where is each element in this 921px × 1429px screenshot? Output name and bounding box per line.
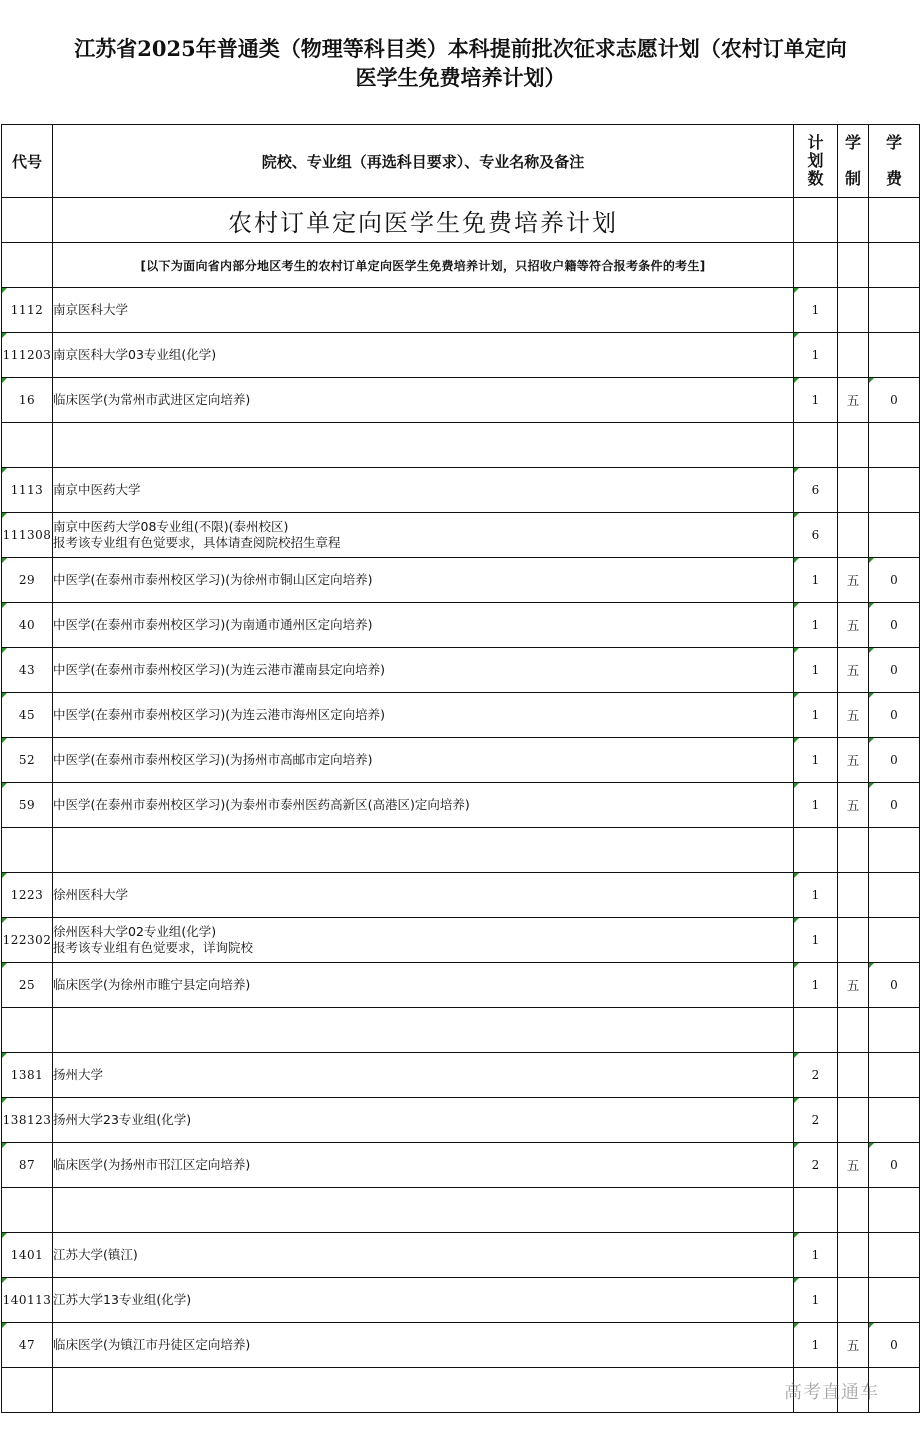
cell-code: 140113 (2, 1278, 53, 1323)
cell-code (2, 423, 53, 468)
title-line-2: 医学生免费培养计划） (355, 65, 566, 90)
cell-plan-count: 6 (794, 468, 838, 513)
notice-text: [以下为面向省内部分地区考生的农村订单定向医学生免费培养计划，只招收户籍等符合报考条件的考生] (53, 243, 794, 288)
cell-plan-count (794, 1188, 838, 1233)
header-years-chars: 学 制 (845, 133, 862, 188)
cell-code: 59 (2, 783, 53, 828)
cell-study-years (838, 513, 869, 558)
admission-plan-table (1, 124, 920, 1413)
cell-tuition-fee: 0 (869, 378, 920, 423)
header-fee-chars: 学 费 (886, 133, 903, 188)
program-name: 临床医学(为常州市武进区定向培养) (53, 392, 251, 407)
cell-tuition-fee (869, 1368, 920, 1413)
cell-tuition-fee: 0 (869, 558, 920, 603)
section-heading: 农村订单定向医学生免费培养计划 (53, 198, 794, 243)
table-row (2, 873, 920, 918)
cell-name (53, 1233, 794, 1278)
cell-plan-count: 1 (794, 603, 838, 648)
program-name: 南京中医药大学 (53, 482, 141, 497)
cell-name (53, 1098, 794, 1143)
cell-plan-count: 2 (794, 1098, 838, 1143)
cell-code: 16 (2, 378, 53, 423)
cell-name (53, 378, 794, 423)
cell-tuition-fee (869, 288, 920, 333)
cell-plan-count: 1 (794, 1278, 838, 1323)
cell-code: 43 (2, 648, 53, 693)
cell-study-years: 五 (838, 558, 869, 603)
cell-tuition-fee (869, 513, 920, 558)
cell-plan-count: 6 (794, 513, 838, 558)
program-name: 中医学(在泰州市泰州校区学习)(为南通市通州区定向培养) (53, 617, 373, 632)
program-note: 报考该专业组有色觉要求，具体请查阅院校招生章程 (53, 535, 341, 550)
cell-tuition-fee: 0 (869, 693, 920, 738)
cell-name (53, 828, 794, 873)
cell-name (53, 648, 794, 693)
cell-study-years (838, 1278, 869, 1323)
cell-plan-count: 1 (794, 738, 838, 783)
table-row (2, 1323, 920, 1368)
table-row (2, 828, 920, 873)
table-row (2, 468, 920, 513)
program-name: 南京医科大学03专业组(化学) (53, 347, 217, 362)
cell-code: 1381 (2, 1053, 53, 1098)
cell-study-years (838, 1368, 869, 1413)
cell-code (2, 1368, 53, 1413)
table-row (2, 333, 920, 378)
cell-study-years (838, 288, 869, 333)
cell-tuition-fee: 0 (869, 783, 920, 828)
cell-code: 111308 (2, 513, 53, 558)
cell-plan-count: 1 (794, 873, 838, 918)
cell-study-years (838, 1098, 869, 1143)
cell-name (53, 603, 794, 648)
cell-code: 29 (2, 558, 53, 603)
empty-cell (838, 198, 869, 243)
cell-plan-count: 1 (794, 648, 838, 693)
cell-name (53, 1053, 794, 1098)
cell-code: 1223 (2, 873, 53, 918)
table-row (2, 1098, 920, 1143)
program-name: 徐州医科大学02专业组(化学) (53, 924, 217, 939)
cell-name (53, 333, 794, 378)
table-row (2, 423, 920, 468)
cell-name (53, 783, 794, 828)
program-name: 江苏大学13专业组(化学) (53, 1292, 192, 1307)
cell-study-years: 五 (838, 648, 869, 693)
cell-tuition-fee: 0 (869, 1143, 920, 1188)
cell-plan-count: 1 (794, 783, 838, 828)
cell-name (53, 288, 794, 333)
header-plan-count (794, 125, 838, 198)
cell-tuition-fee (869, 1188, 920, 1233)
table-row (2, 1278, 920, 1323)
empty-cell (869, 243, 920, 288)
cell-tuition-fee (869, 1008, 920, 1053)
cell-code: 1401 (2, 1233, 53, 1278)
program-note: 报考该专业组有色觉要求，详询院校 (53, 940, 254, 955)
cell-plan-count: 2 (794, 1053, 838, 1098)
table-row (2, 288, 920, 333)
table-row (2, 738, 920, 783)
cell-plan-count: 2 (794, 1143, 838, 1188)
table-row (2, 918, 920, 963)
cell-plan-count (794, 1008, 838, 1053)
table-header-row (2, 125, 920, 198)
table-row (2, 1053, 920, 1098)
table-row (2, 603, 920, 648)
program-name: 临床医学(为镇江市丹徒区定向培养) (53, 1337, 251, 1352)
cell-study-years (838, 468, 869, 513)
program-name: 中医学(在泰州市泰州校区学习)(为徐州市铜山区定向培养) (53, 572, 373, 587)
empty-cell (838, 243, 869, 288)
cell-tuition-fee (869, 828, 920, 873)
cell-name (53, 1278, 794, 1323)
cell-name (53, 468, 794, 513)
cell-study-years: 五 (838, 783, 869, 828)
table-row (2, 1008, 920, 1053)
cell-tuition-fee: 0 (869, 738, 920, 783)
cell-plan-count (794, 423, 838, 468)
table-row (2, 693, 920, 738)
program-name: 江苏大学(镇江) (53, 1247, 138, 1262)
cell-plan-count: 1 (794, 558, 838, 603)
cell-study-years (838, 423, 869, 468)
cell-code (2, 1188, 53, 1233)
cell-name (53, 1008, 794, 1053)
table-row (2, 1368, 920, 1413)
table-row (2, 1143, 920, 1188)
program-name: 徐州医科大学 (53, 887, 129, 902)
cell-code: 87 (2, 1143, 53, 1188)
notice-row (2, 243, 920, 288)
program-name: 中医学(在泰州市泰州校区学习)(为扬州市高邮市定向培养) (53, 752, 373, 767)
cell-plan-count (794, 828, 838, 873)
cell-study-years: 五 (838, 1143, 869, 1188)
program-name: 扬州大学23专业组(化学) (53, 1112, 192, 1127)
program-name: 南京医科大学 (53, 302, 129, 317)
cell-plan-count: 1 (794, 918, 838, 963)
cell-plan-count: 1 (794, 963, 838, 1008)
program-name: 临床医学(为扬州市邗江区定向培养) (53, 1157, 251, 1172)
cell-study-years (838, 1188, 869, 1233)
cell-plan-count: 1 (794, 693, 838, 738)
cell-name (53, 963, 794, 1008)
cell-code: 122302 (2, 918, 53, 963)
cell-study-years: 五 (838, 693, 869, 738)
cell-code (2, 828, 53, 873)
table-row (2, 783, 920, 828)
cell-code: 1113 (2, 468, 53, 513)
table-row (2, 1233, 920, 1278)
cell-study-years: 五 (838, 963, 869, 1008)
cell-plan-count: 1 (794, 1323, 838, 1368)
cell-code: 111203 (2, 333, 53, 378)
cell-name (53, 918, 794, 963)
cell-study-years (838, 1053, 869, 1098)
program-name: 扬州大学 (53, 1067, 104, 1082)
cell-tuition-fee (869, 423, 920, 468)
table-row (2, 513, 920, 558)
cell-tuition-fee: 0 (869, 648, 920, 693)
cell-name (53, 873, 794, 918)
cell-code: 40 (2, 603, 53, 648)
cell-name (53, 1323, 794, 1368)
cell-tuition-fee (869, 1233, 920, 1278)
header-study-years (838, 125, 869, 198)
cell-name (53, 1368, 794, 1413)
cell-plan-count: 1 (794, 333, 838, 378)
cell-study-years: 五 (838, 738, 869, 783)
cell-tuition-fee: 0 (869, 1323, 920, 1368)
table-row (2, 648, 920, 693)
cell-name (53, 738, 794, 783)
cell-tuition-fee (869, 1278, 920, 1323)
cell-code: 47 (2, 1323, 53, 1368)
header-tuition-fee (869, 125, 920, 198)
document-title (0, 34, 921, 92)
program-name: 中医学(在泰州市泰州校区学习)(为泰州市泰州医药高新区(高港区)定向培养) (53, 797, 470, 812)
table-row (2, 558, 920, 603)
empty-cell (869, 198, 920, 243)
table-row (2, 378, 920, 423)
cell-code: 25 (2, 963, 53, 1008)
cell-study-years: 五 (838, 378, 869, 423)
empty-cell (2, 243, 53, 288)
section-heading-row (2, 198, 920, 243)
program-name: 中医学(在泰州市泰州校区学习)(为连云港市海州区定向培养) (53, 707, 386, 722)
program-name: 临床医学(为徐州市睢宁县定向培养) (53, 977, 251, 992)
cell-code: 45 (2, 693, 53, 738)
cell-tuition-fee (869, 873, 920, 918)
empty-cell (794, 198, 838, 243)
header-plan-chars: 计 划 数 (807, 133, 824, 188)
cell-tuition-fee (869, 1053, 920, 1098)
empty-cell (2, 198, 53, 243)
cell-code (2, 1008, 53, 1053)
cell-tuition-fee: 0 (869, 603, 920, 648)
cell-tuition-fee: 0 (869, 963, 920, 1008)
cell-study-years: 五 (838, 1323, 869, 1368)
cell-plan-count: 1 (794, 288, 838, 333)
cell-study-years (838, 828, 869, 873)
table-row (2, 1188, 920, 1233)
cell-study-years (838, 333, 869, 378)
cell-plan-count (794, 1368, 838, 1413)
table-row (2, 963, 920, 1008)
cell-study-years (838, 873, 869, 918)
cell-study-years (838, 918, 869, 963)
cell-name (53, 513, 794, 558)
cell-tuition-fee (869, 1098, 920, 1143)
cell-name (53, 693, 794, 738)
cell-tuition-fee (869, 333, 920, 378)
title-line-1: 江苏省2025年普通类（物理等科目类）本科提前批次征求志愿计划（农村订单定向 (74, 36, 847, 61)
cell-study-years (838, 1008, 869, 1053)
cell-study-years: 五 (838, 603, 869, 648)
header-code: 代号 (2, 125, 53, 198)
cell-plan-count: 1 (794, 378, 838, 423)
cell-name (53, 558, 794, 603)
cell-plan-count: 1 (794, 1233, 838, 1278)
empty-cell (794, 243, 838, 288)
cell-name (53, 1143, 794, 1188)
cell-study-years (838, 1233, 869, 1278)
cell-name (53, 1188, 794, 1233)
watermark: 高考直通车 (784, 1382, 879, 1403)
cell-tuition-fee (869, 468, 920, 513)
program-name: 中医学(在泰州市泰州校区学习)(为连云港市灌南县定向培养) (53, 662, 386, 677)
cell-name (53, 423, 794, 468)
cell-code: 138123 (2, 1098, 53, 1143)
cell-code: 52 (2, 738, 53, 783)
cell-tuition-fee (869, 918, 920, 963)
cell-code: 1112 (2, 288, 53, 333)
program-name: 南京中医药大学08专业组(不限)(泰州校区) (53, 519, 289, 534)
header-name: 院校、专业组（再选科目要求）、专业名称及备注 (53, 125, 794, 198)
